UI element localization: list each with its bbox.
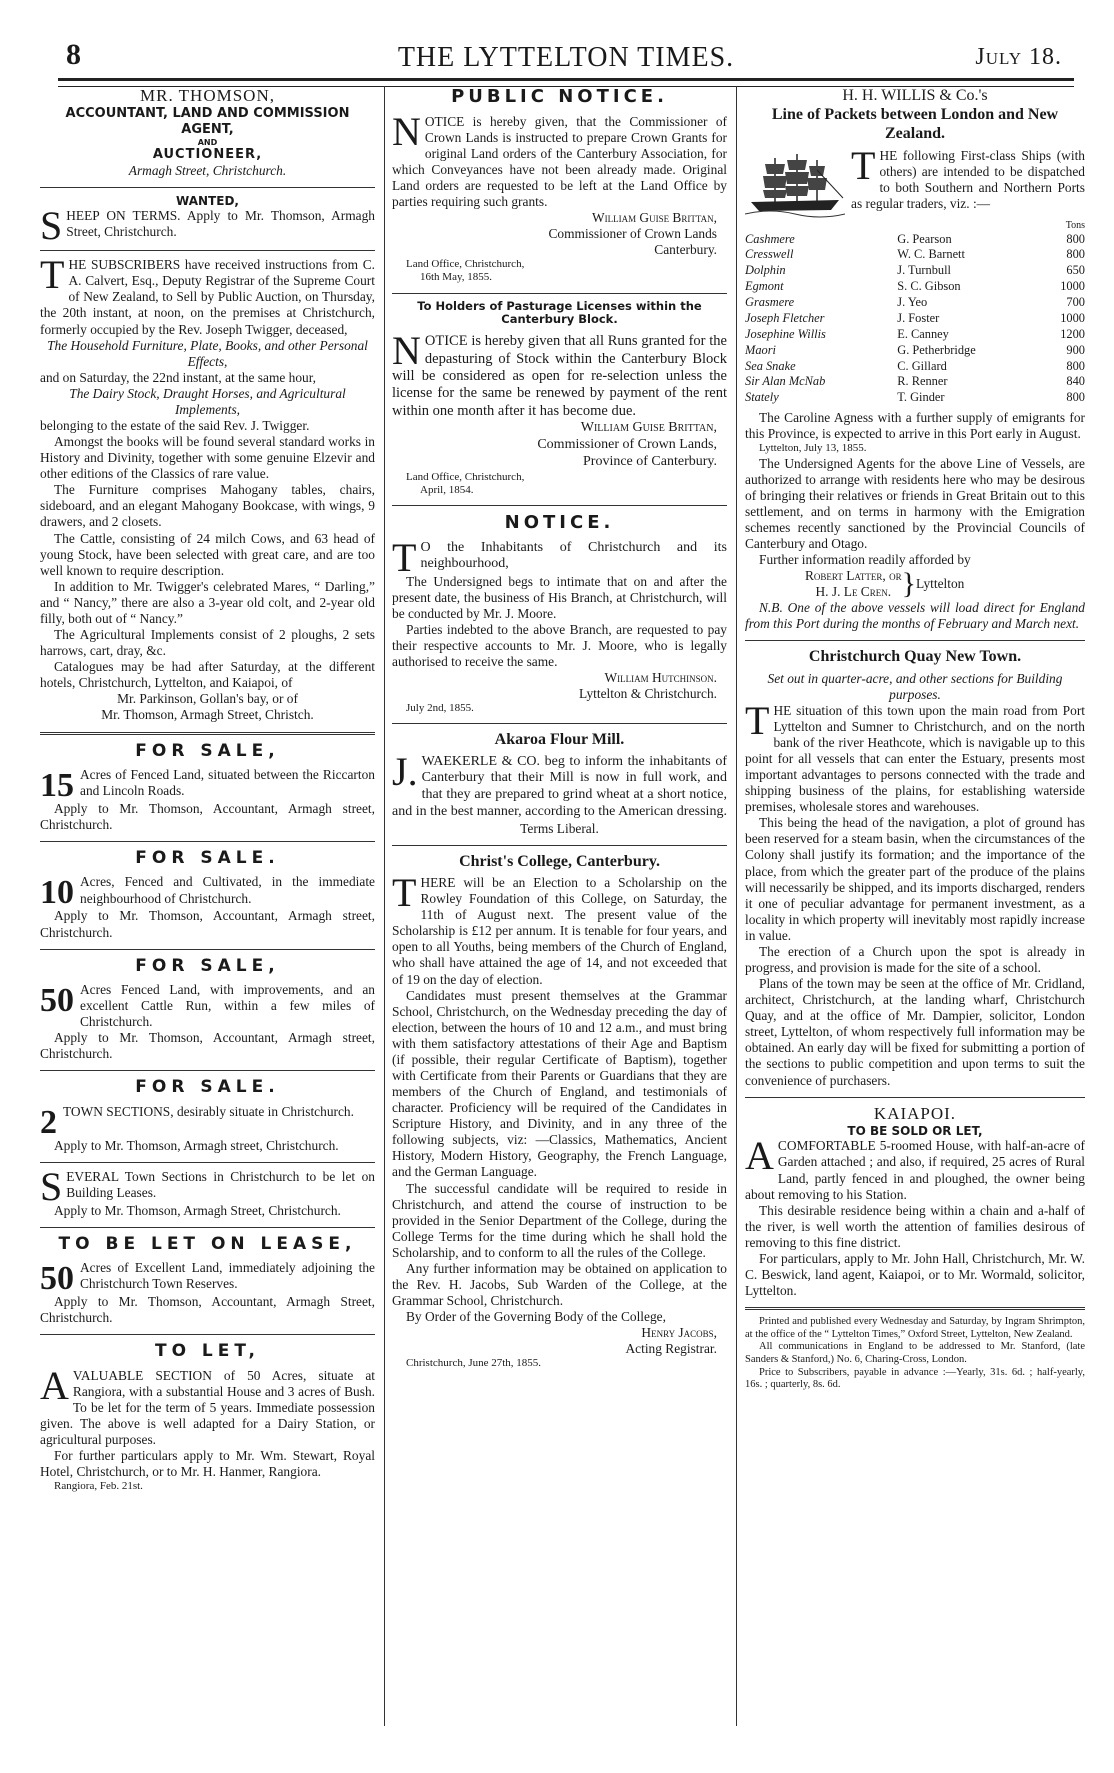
ad-line: The Dairy Stock, Draught Horses, and Agricultural Implements, [69, 385, 346, 417]
ad-heading: FOR SALE. [135, 848, 280, 869]
ad-text: OTICE is hereby given that all Runs granted for the depasturing of Stock within the Canterbury Block will be considered as open for re-selection unless the license for the same be renewed by payment of the rent within one month after it has become due. [392, 333, 727, 419]
ad-kaiapoi [745, 1104, 1085, 1304]
imprint-text: Printed and published every Wednesday and Saturday, by Ingram Shrimpton, at the office of the “ Lyttelton Times,” Oxford Street, Lyttelton, New Zealand. [745, 1316, 1085, 1340]
divider [392, 505, 727, 506]
ship-tons: 1000 [1060, 279, 1085, 294]
ad-date: Land Office, Christchurch, [406, 470, 525, 483]
divider [745, 1097, 1085, 1098]
ad-to-let [40, 1341, 375, 1497]
masthead [58, 38, 1074, 78]
ship-row [745, 359, 1085, 375]
ad-text: HEEP ON TERMS. Apply to Mr. Thomson, Armagh Street, Christchurch. [66, 208, 375, 240]
ship-tons: 800 [1066, 358, 1085, 373]
ad-text: Any further information may be obtained on application to the Rev. H. Jacobs, Sub Warden of the College, at the Grammar School, Christchurch. [392, 1260, 727, 1309]
divider [40, 1227, 375, 1228]
ships-table [745, 232, 1085, 407]
drop-cap: A [40, 1362, 69, 1408]
ship-name: Josephine Willis [745, 326, 826, 341]
drop-cap: T [392, 870, 417, 916]
ad-text: The Caroline Agness with a further supply of emigrants for this Province, is expected to arrive in this Port early in August. [745, 410, 1085, 442]
ad-text: The Agricultural Implements consist of 2 ploughs, 2 sets harrows, cart, dray, &c. [40, 627, 375, 659]
ad-heading: WANTED, [176, 193, 239, 208]
ad-heading: PUBLIC NOTICE. [451, 86, 668, 107]
ad-text: The Undersigned Agents for the above Line of Vessels, are authorized to arrange with residents here who may be desirous of bringing their relatives or friends in Great Britain out to this settlement, and on terms in harmony with the Emigration schemes recently sanctioned by the Provincial Councils of Canterbury and Otago. [745, 455, 1085, 551]
ship-row [745, 247, 1085, 263]
ad-heading: To Holders of Pasturage Licenses within the Canterbury Block. [417, 298, 702, 327]
ad-heading: FOR SALE, [135, 955, 280, 976]
ad-text: Apply to Mr. Thomson, Accountant, Armagh Street, Christchurch. [40, 1294, 375, 1326]
ship-tons: 1000 [1060, 310, 1085, 325]
ad-heading: Christchurch Quay New Town. [808, 648, 1022, 666]
ship-row [745, 343, 1085, 359]
ship-name: Sea Snake [745, 358, 796, 373]
ad-heading: KAIAPOI. [873, 1103, 957, 1123]
ad-auction [40, 252, 375, 727]
ad-text: Apply to Mr. Thomson, Armagh Street, Christchurch. [54, 1202, 341, 1218]
ad-for-sale-town [40, 1077, 375, 1157]
ship-captain: W. C. Barnett [897, 247, 965, 262]
ad-address: Armagh Street, Christchurch. [128, 162, 287, 178]
issue-date: July 18. [975, 44, 1062, 70]
imprint [745, 1316, 1085, 1396]
divider [745, 1307, 1085, 1310]
acre-number: 50 [40, 981, 74, 1019]
ship-tons: 1200 [1060, 326, 1085, 341]
ad-text: Apply to Mr. Thomson, Accountant, Armagh street, Christchurch. [40, 800, 375, 832]
divider [392, 845, 727, 846]
ad-christs-college [392, 852, 727, 1375]
acre-number: 15 [40, 766, 74, 804]
ad-text: and on Saturday, the 22nd instant, at the same hour, [40, 369, 317, 385]
ad-text: This being the head of the navigation, a plot of ground has been reserved for a steam basin, when the circumstances of the Colony shall justify its formation; and the importance of the place, from which the greater part of the produce of the plains will necessarily be shipped, and its imports discharged, renders it one of peculiar advantage for permanent investment, as a locality in which property will inevitably most rapidly increase in value. [745, 815, 1085, 943]
page-number: 8 [66, 38, 81, 71]
divider [40, 732, 375, 735]
signature: Henry Jacobs, [641, 1325, 717, 1341]
ad-text: O the Inhabitants of Christchurch and its neighbourhood, [420, 539, 727, 572]
ad-text: HE following First-class Ships (with others) are intended to be dispatched to both Southern and Northern Ports as regular traders, viz. :— [851, 147, 1085, 211]
ad-notice [392, 512, 727, 719]
ad-text: Catalogues may be had after Saturday, at the different hotels, Christchurch, Lyttelton, and Kaiapoi, of [40, 659, 375, 691]
ship-row [745, 295, 1085, 311]
ad-text: The Furniture comprises Mahogany tables, chairs, sideboard, and an elegant Mahogany Bookcase, with wings, 9 drawers, and 2 closets. [40, 482, 375, 530]
ad-lease [40, 1234, 375, 1331]
divider [745, 640, 1085, 641]
ship-name: Egmont [745, 279, 784, 294]
ship-tons: 800 [1066, 247, 1085, 262]
ad-text: HERE will be an Election to a Scholarship on the Rowley Foundation of this College, on Saturday, the 11th of August next. The present value of the Scholarship is £12 per annum. It is tenable for four years, and open to all Youths, being members of the Church of England, who shall have attained the age of 14, and not exceeded that of 19 on the day of election. [392, 875, 727, 987]
ship-row [745, 279, 1085, 295]
divider [392, 723, 727, 724]
ad-text: belonging to the estate of the said Rev. J. Twigger. [40, 418, 310, 434]
ad-text: COMFORTABLE 5-roomed House, with half-an-acre of Garden attached ; and also, if required, 25 acres of Rural Land, partly fenced in and ploughed, the owner being about removing to his Station. [745, 1138, 1085, 1202]
ship-captain: J. Foster [897, 310, 940, 325]
drop-cap: S [40, 203, 63, 249]
brace: } [901, 567, 917, 601]
ad-text: Apply to Mr. Thomson, Armagh street, Christchurch. [54, 1137, 339, 1153]
agent-place: Lyttelton [916, 576, 965, 592]
ad-text: Plans of the town may be seen at the office of Mr. Cridland, architect, Christchurch, at the landing wharf, Christchurch Quay, and at the office of Mr. Dampier, solicitor, London street, Lyttelton, of whom respectively full information may be obtained. An early day will be fixed for submitting a portion of the sections to public competition and upon terms to suit the convenience of purchasers. [745, 976, 1085, 1088]
ad-date: Rangiora, Feb. 21st. [54, 1480, 143, 1493]
ship-tons: 650 [1066, 263, 1085, 278]
ship-row [745, 390, 1085, 406]
ad-text: Amongst the books will be found several standard works in History and Divinity, together with some genuine Elzevir and other editions of the Classics of rare value. [40, 434, 375, 482]
ad-heading: FOR SALE. [135, 1077, 280, 1098]
ad-quay-town [745, 647, 1085, 1092]
ad-heading: TO BE LET ON LEASE, [58, 1233, 357, 1254]
signature: William Hutchinson. [604, 670, 717, 686]
drop-cap: N [392, 108, 421, 154]
drop-cap: T [392, 534, 417, 580]
signature: Lyttelton & Christchurch. [579, 686, 717, 702]
ad-date: Lyttelton, July 13, 1855. [759, 442, 867, 455]
ad-subheading: AND [197, 137, 218, 147]
ship-captain: E. Canney [897, 326, 949, 341]
ship-row [745, 311, 1085, 327]
ad-date: July 2nd, 1855. [406, 702, 474, 715]
agent-name: H. J. Le Cren. [815, 584, 892, 600]
ad-for-sale-10 [40, 848, 375, 945]
ad-pasturage [392, 300, 727, 501]
drop-cap: A [745, 1133, 774, 1179]
drop-cap: N [392, 328, 421, 374]
ship-row [745, 327, 1085, 343]
ad-subheading: ACCOUNTANT, LAND AND COMMISSION AGENT, [65, 106, 350, 137]
signature: Canterbury. [654, 242, 717, 258]
ad-subheading: Set out in quarter-acre, and other sections for Building purposes. [767, 670, 1063, 702]
ship-row [745, 374, 1085, 390]
drop-cap: T [851, 142, 876, 188]
ship-captain: J. Turnbull [897, 263, 951, 278]
signature: Commissioner of Crown Lands, [537, 437, 717, 453]
ship-tons: 800 [1066, 231, 1085, 246]
ship-tons: 900 [1066, 342, 1085, 357]
ad-wanted [40, 193, 375, 249]
drop-cap: T [40, 252, 65, 298]
ship-name: Sir Alan McNab [745, 374, 826, 389]
agent-name: Robert Latter, or [805, 568, 902, 584]
ad-date: 16th May, 1855. [420, 271, 493, 284]
ship-captain: C. Gillard [897, 358, 947, 373]
ad-text: This desirable residence being within a chain and a-half of the river, is well worth the attention of families desirous of removing to this fine district. [745, 1202, 1085, 1250]
drop-cap: T [745, 697, 770, 743]
ad-heading: FOR SALE, [135, 740, 280, 761]
ad-heading: Christ's College, Canterbury. [459, 852, 660, 870]
ad-text: VALUABLE SECTION of 50 Acres, situate at Rangiora, with a substantial House and 3 acres of Bush. To be let for the term of 5 years. Immediate possession given. The above is well adapted for a Dairy Station, or agricultural purposes. [40, 1367, 375, 1448]
newspaper-title: THE LYTTELTON TIMES. [397, 42, 735, 73]
ship-name: Maori [745, 342, 776, 357]
ad-heading: Akaroa Flour Mill. [494, 731, 625, 749]
divider [40, 841, 375, 842]
divider [392, 293, 727, 294]
ship-row [745, 263, 1085, 279]
ship-captain: G. Petherbridge [897, 342, 976, 357]
signature: William Guise Brittan, [580, 420, 717, 436]
ad-text: N.B. One of the above vessels will load direct for England from this Port during the months of February and March next. [745, 600, 1085, 632]
ship-name: Stately [745, 390, 779, 405]
ad-text: Parties indebted to the above Branch, are requested to pay their respective accounts to Mr. J. Moore, who is legally authorised to receive the same. [392, 621, 727, 669]
ad-text: WAEKERLE & CO. beg to inform the inhabitants of Canterbury that their Mill is now in full work, and that they are prepared to grind wheat at a short notice, and in the best manner, according to the American dressing. [392, 753, 727, 819]
ad-text: By Order of the Governing Body of the College, [406, 1309, 666, 1325]
column-1 [40, 86, 375, 1746]
ship-name: Joseph Fletcher [745, 310, 825, 325]
ship-tons: 700 [1066, 295, 1085, 310]
signature: William Guise Brittan, [591, 210, 717, 226]
ad-packets [745, 86, 1085, 636]
ship-tons: 840 [1066, 374, 1085, 389]
ad-line: Terms Liberal. [520, 820, 599, 836]
ad-heading: Line of Packets between London and New Zealand. [771, 106, 1059, 143]
section-number: 2 [40, 1103, 57, 1141]
ad-text: The Cattle, consisting of 24 milch Cows, and 63 head of young Stock, have been selected with great care, and are too well known to require description. [40, 530, 375, 578]
ship-name: Grasmere [745, 295, 795, 310]
ad-for-sale-50 [40, 956, 375, 1067]
ad-heading: TO LET, [154, 1341, 261, 1362]
ad-flour-mill [392, 730, 727, 840]
signature: Commissioner of Crown Lands [548, 226, 717, 242]
ad-line: Mr. Parkinson, Gollan's bay, or of [117, 691, 298, 707]
ad-text: For particulars, apply to Mr. John Hall, Christchurch, Mr. W. C. Beswick, land agent, Kaiapoi, or to Mr. Wormald, solicitor, Lyttelton. [745, 1250, 1085, 1299]
column-3 [745, 86, 1085, 1746]
ad-text: The successful candidate will be required to reside in Christchurch, and attend the course of instruction to be provided in the Senior Department of the College, during the College Terms for the time during which he shall hold the Scholarship, and to conform to all the rules of the College. [392, 1180, 727, 1260]
ad-subheading: AUCTIONEER, [152, 147, 263, 163]
ship-illustration [745, 150, 845, 220]
divider [40, 1070, 375, 1071]
ship-name: Cashmere [745, 231, 795, 246]
divider [40, 250, 375, 251]
column-divider [384, 86, 385, 1726]
divider [40, 187, 375, 188]
ship-captain: S. C. Gibson [897, 279, 961, 294]
column-2 [392, 86, 727, 1746]
imprint-text: All communications in England to be addressed to Mr. Stanford, (late Sanders & Stanford,) No. 6, Charing-Cross, London. [745, 1341, 1085, 1365]
ad-text: The Undersigned begs to intimate that on and after the present date, the business of His Branch, at Christchurch, will be conducted by Mr. J. Moore. [392, 573, 727, 621]
ad-text: Acres Fenced Land, with improvements, and an excellent Cattle Run, within a few miles of Christchurch. [80, 981, 375, 1030]
ship-tons: 800 [1066, 390, 1085, 405]
tons-label: Tons [1065, 219, 1085, 231]
ad-for-sale-15 [40, 741, 375, 838]
ad-line: The Household Furniture, Plate, Books, and other Personal Effects, [47, 337, 368, 369]
ad-date: April, 1854. [420, 483, 474, 496]
divider [40, 1334, 375, 1335]
divider [40, 1162, 375, 1163]
ad-text: HE situation of this town upon the main road from Port Lyttelton and Sumner to Christchurch, and on the north bank of the river Heathcote, which is navigable up to this point for all vessels that can enter the Estuary, presents most important advantages to persons connected with the trade and shipping business of the plains, for establishing waterside premises, wholesale stores and warehouses. [745, 702, 1085, 815]
ad-text: Further information readily afforded by [759, 552, 971, 567]
ad-heading: NOTICE. [504, 511, 615, 533]
ad-town-sections [40, 1163, 375, 1223]
ship-captain: G. Pearson [897, 231, 952, 246]
acre-number: 50 [40, 1260, 74, 1298]
signature: Acting Registrar. [625, 1341, 717, 1357]
ad-thomson [40, 86, 375, 183]
ad-text: TOWN SECTIONS, desirably situate in Christchurch. [63, 1103, 354, 1119]
ad-text: Acres, Fenced and Cultivated, in the immediate neighbourhood of Christchurch. [80, 874, 375, 906]
ad-text: Acres of Excellent Land, immediately adjoining the Christchurch Town Reserves. [80, 1260, 375, 1292]
ship-captain: T. Ginder [897, 390, 945, 405]
ship-name: Cresswell [745, 247, 794, 262]
ad-line: Mr. Thomson, Armagh Street, Christch. [101, 707, 314, 723]
acre-number: 10 [40, 874, 74, 912]
ad-text: Apply to Mr. Thomson, Accountant, Armagh street, Christchurch. [40, 908, 375, 940]
ad-text: In addition to Mr. Twigger's celebrated Mares, “ Darling,” and “ Nancy,” there are also a 3-year old colt, and 2-year old filly, both out of “ Nancy.” [40, 578, 375, 626]
ad-public-notice [392, 86, 727, 289]
ad-subheading: TO BE SOLD OR LET, [847, 1124, 983, 1138]
imprint-text: Price to Subscribers, payable in advance :—Yearly, 31s. 6d. ; half-yearly, 16s. ; quarterly, 8s. 6d. [745, 1366, 1085, 1391]
drop-cap: J. [392, 748, 418, 794]
ad-text: OTICE is hereby given, that the Commissioner of Crown Lands is instructed to prepare Crown Grants for original Land orders of the Canterbury Association, for which Conveyances have not been already made. Original Land orders are requested to be left at the Land Office by parties requiring such grants. [392, 113, 727, 209]
drop-cap: S [40, 1163, 63, 1209]
ad-text: The erection of a Church upon the spot is already in progress, and provision is made for the site of a school. [745, 943, 1085, 975]
ad-date: Christchurch, June 27th, 1855. [406, 1357, 542, 1370]
ad-text: Apply to Mr. Thomson, Accountant, Armagh street, Christchurch. [40, 1030, 375, 1062]
column-divider [736, 86, 737, 1726]
divider [40, 949, 375, 950]
ad-text: Candidates must present themselves at the Grammar School, Christchurch, on the Wednesday preceding the day of election, between the hours of 10 and 12 a.m., and must bring with them satisfactory attestations of their Age and Baptism (if possible, their regular Certificate of Baptism), together with Certificate from their Parents or Guardians that they are members of the Church of England, and testimonials of character. Proficiency will be required of the Candidates in Scripture History, and Divinity, and in any three of the following subjects, viz: —Classics, Mathematics, Ancient History, Modern History, Geography, the French Language, and the German Language. [392, 987, 727, 1180]
agents-block [745, 568, 1085, 600]
ship-name: Dolphin [745, 263, 786, 278]
ship-captain: J. Yeo [897, 295, 928, 310]
ad-heading: MR. THOMSON, [140, 86, 275, 105]
ship-captain: R. Renner [897, 374, 948, 389]
ad-heading: H. H. WILLIS & Co.'s [842, 87, 988, 104]
ad-text: For further particulars apply to Mr. Wm. Stewart, Royal Hotel, Christchurch, or to Mr. H. Hanmer, Rangiora. [40, 1448, 375, 1480]
ad-text: HE SUBSCRIBERS have received instructions from C. A. Calvert, Esq., Deputy Registrar of the Supreme Court of New Zealand, to Sell by Public Auction, on Thursday, the 20th instant, at noon, on the premises at Christchurch, formerly occupied by the Rev. Joseph Twigger, deceased, [40, 257, 375, 337]
signature: Province of Canterbury. [583, 453, 717, 469]
ad-text: Acres of Fenced Land, situated between the Riccarton and Lincoln Roads. [80, 766, 375, 798]
ship-row [745, 232, 1085, 248]
ad-text: EVERAL Town Sections in Christchurch to be let on Building Leases. [66, 1168, 375, 1200]
ad-date: Land Office, Christchurch, [406, 258, 525, 271]
